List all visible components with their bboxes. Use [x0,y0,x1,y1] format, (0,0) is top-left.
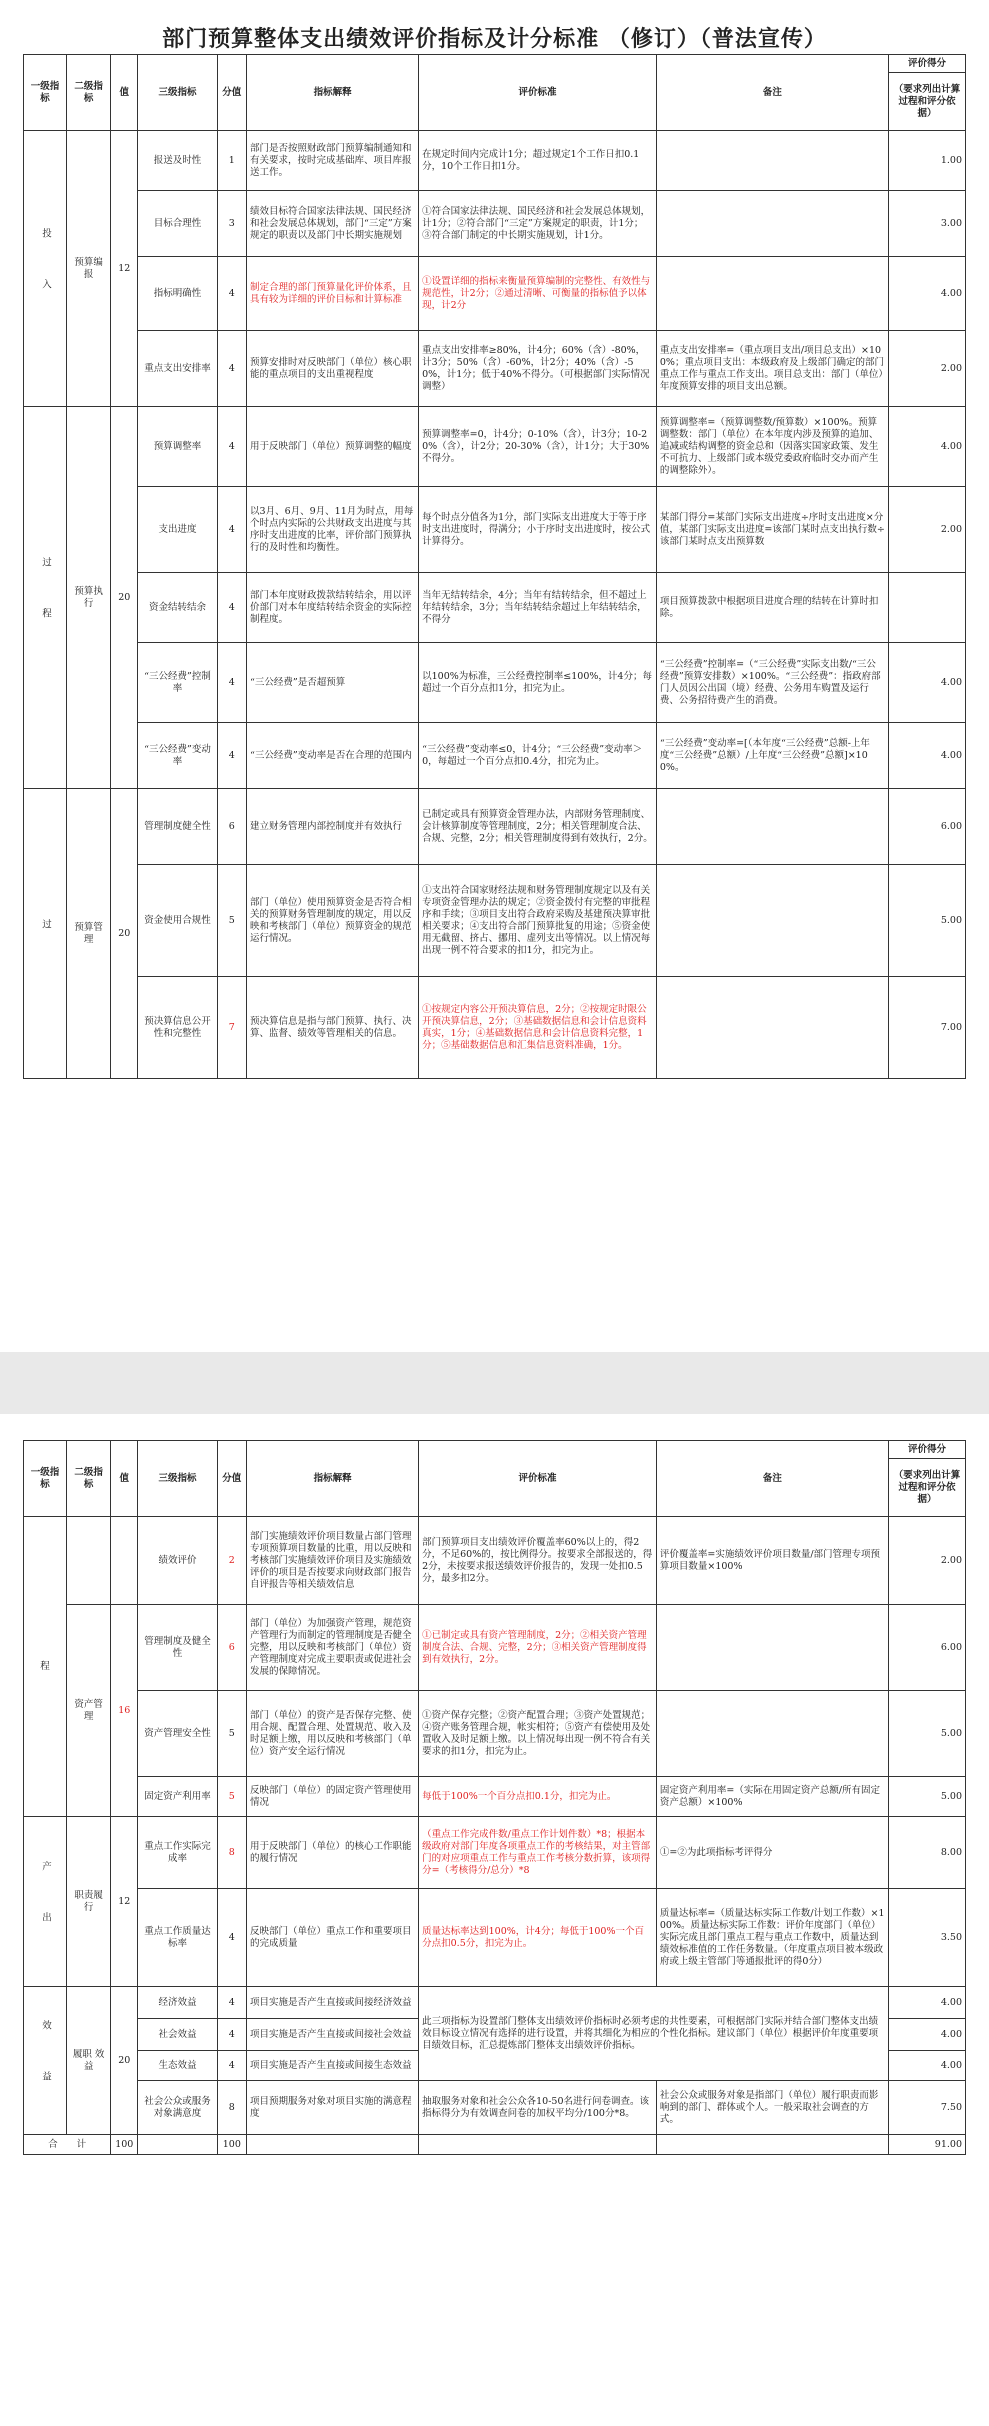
explain-cell: 部门本年度财政拨款结转结余，用以评价部门对本年度结转结余资金的实际控制程度。 [247,573,419,643]
header-criteria: 评价标准 [419,1441,657,1517]
eval-cell: 4.00 [888,1987,965,2019]
header-criteria: 评价标准 [419,55,657,131]
table-row [24,977,966,1079]
score-cell: 6 [217,1605,246,1691]
score-cell: 1 [217,131,246,191]
total-eval: 91.00 [888,2135,965,2155]
header-note: 备注 [656,1441,888,1517]
indicator-table-page-1 [23,54,966,1079]
eval-cell: 2.00 [888,1517,965,1605]
header-note: 备注 [656,55,888,131]
header-score: 分值 [217,1441,246,1517]
score-cell: 5 [217,1691,246,1777]
table-row [24,1889,966,1987]
header-eval-sub: （要求列出计算过程和评分依据） [888,73,965,131]
val-cell: 20 [111,789,138,1079]
table-row [24,2081,966,2135]
note-cell: 预算调整率=（预算调整数/预算数）×100%。预算调整数：部门（单位）在本年度内涉及预算的追加、追减或结构调整的资金总和（因落实国家政策、发生不可抗力、上级部门或本级党委政府临时交办而产生的调整除外）。 [656,407,888,487]
score-cell: 4 [217,407,246,487]
page-gap [0,1352,989,1414]
val-cell: 12 [111,1817,138,1987]
note-cell: 质量达标率=（质量达标实际工作数/计划工作数）×100%。质量达标实际工作数：评价年度部门（单位）实际完成且部门重点工程与重点工作数中，质量达到绩效标准值的工作任务数量。（年度重点项目被本级政府或上级主管部门等通报批评的得0分） [656,1889,888,1987]
score-cell: 4 [217,257,246,331]
note-cell: 评价覆盖率=实施绩效评价项目数量/部门管理专项预算项目数量×100% [656,1517,888,1605]
l3-cell: 管理制度健全性 [138,789,217,865]
header-l1: 一级指标 [24,55,67,131]
explain-cell: 制定合理的部门预算量化评价体系，且具有较为详细的评价目标和计算标准 [247,257,419,331]
explain-cell: 部门（单位）的资产是否保存完整、使用合规、配置合理、处置规范、收入及时足额上缴，用以反映和考核部门（单位）资产安全运行情况 [247,1691,419,1777]
l3-cell: 目标合理性 [138,191,217,257]
note-cell: 固定资产利用率=（实际在用固定资产总额/所有固定资产总额）×100% [656,1777,888,1817]
total-criteria [419,2135,657,2155]
l1-cell: 投 入 [24,131,67,407]
explain-cell: 绩效目标符合国家法律法规、国民经济和社会发展总体规划，部门“三定”方案规定的职责以及部门中长期实施规划 [247,191,419,257]
header-eval-sub: （要求列出计算过程和评分依据） [888,1459,965,1517]
eval-cell: 4.00 [888,723,965,789]
explain-cell: 反映部门（单位）重点工作和重要项目的完成质量 [247,1889,419,1987]
criteria-cell: 部门预算项目支出绩效评价覆盖率60%以上的，得2分，不足60%的，按比例得分。按要求全部报送的，得2分，未按要求报送绩效评价报告的，发现一处扣0.5分，最多扣2分。 [419,1517,657,1605]
criteria-cell: 每低于100%一个百分点扣0.1分，扣完为止。 [419,1777,657,1817]
table-row [24,1517,966,1605]
table-row [24,487,966,573]
table-row [24,1817,966,1889]
l3-cell: 支出进度 [138,487,217,573]
note-cell [656,1691,888,1777]
val-cell [111,1517,138,1605]
score-cell: 4 [217,487,246,573]
header-eval: 评价得分 [888,55,965,73]
eval-cell: 6.00 [888,789,965,865]
criteria-cell: ①已制定或具有资产管理制度，2分；②相关资产管理制度合法、合规、完整，2分；③相关资产管理制度得到有效执行，2分。 [419,1605,657,1691]
l2-cell [67,1517,111,1605]
val-cell: 20 [111,1987,138,2135]
explain-cell: 项目实施是否产生直接或间接经济效益 [247,1987,419,2019]
l3-cell: 生态效益 [138,2051,217,2081]
criteria-cell: （重点工作完成件数/重点工作计划件数）*8；根据本级政府对部门年度各项重点工作的考核结果，对主管部门的对应项重点工作与重点工作考核分数折算，该项得分=（考核得分/总分）*8 [419,1817,657,1889]
indicator-table-page-2 [23,1440,966,2155]
total-note [656,2135,888,2155]
explain-cell: 预算安排时对反映部门（单位）核心职能的重点项目的支出重视程度 [247,331,419,407]
score-cell: 4 [217,1889,246,1987]
l1-cell: 产 出 [24,1817,67,1987]
criteria-cell: 当年无结转结余，4分；当年有结转结余，但不超过上年结转结余，3分；当年结转结余超过上年结转结余，不得分 [419,573,657,643]
eval-cell: 2.00 [888,331,965,407]
eval-cell: 5.00 [888,1691,965,1777]
header-explain: 指标解释 [247,55,419,131]
criteria-cell: ①支出符合国家财经法规和财务管理制度规定以及有关专项资金管理办法的规定；②资金拨付有完整的审批程序和手续；③项目支出符合政府采购及基建预决算审批相关要求；④支出符合部门预算批复的用途；⑤资金使用无截留、挤占、挪用、虚列支出等情况。以上情况每出现一例不符合要求的扣1分，扣完为止。 [419,865,657,977]
table-row [24,643,966,723]
table-row [24,723,966,789]
l3-cell: 绩效评价 [138,1517,217,1605]
explain-cell: “三公经费”变动率是否在合理的范围内 [247,723,419,789]
eval-cell: 6.00 [888,1605,965,1691]
score-cell: 4 [217,331,246,407]
total-explain [247,2135,419,2155]
eval-cell: 7.00 [888,977,965,1079]
l3-cell: 资金结转结余 [138,573,217,643]
note-cell [656,977,888,1079]
document-page-2 [0,1414,989,2426]
criteria-cell: 在规定时间内完成计1分；超过规定1个工作日扣0.1分，10个工作日扣1分。 [419,131,657,191]
l1-cell: 程 [24,1517,67,1817]
criteria-cell: “三公经费”变动率≤0，计4分；“三公经费”变动率＞0，每超过一个百分点扣0.4分，扣完为止。 [419,723,657,789]
score-cell: 8 [217,1817,246,1889]
note-cell: 某部门得分=某部门实际支出进度÷序时支出进度×分值，某部门实际支出进度=该部门某时点支出执行数÷该部门某时点支出预算数 [656,487,888,573]
explain-cell: 部门实施绩效评价项目数量占部门管理专项预算项目数量的比重，用以反映和考核部门实施绩效评价项目及实施绩效评价的项目是否按要求向财政部门报告自评报告等相关绩效信息 [247,1517,419,1605]
total-label: 合 计 [24,2135,111,2155]
l2-cell: 职责履行 [67,1817,111,1987]
table-row [24,131,966,191]
l2-cell: 预算管理 [67,789,111,1079]
l3-cell: 预算调整率 [138,407,217,487]
l3-cell: 社会效益 [138,2019,217,2051]
table-row [24,257,966,331]
l1-cell: 效 益 [24,1987,67,2135]
header-score: 分值 [217,55,246,131]
l3-cell: 重点工作实际完成率 [138,1817,217,1889]
eval-cell: 8.00 [888,1817,965,1889]
score-cell: 2 [217,1517,246,1605]
criteria-cell: ①设置详细的指标来衡量预算编制的完整性、有效性与规范性，计2分；②通过清晰、可衡量的指标值予以体现，计2分 [419,257,657,331]
score-cell: 8 [217,2081,246,2135]
l3-cell: “三公经费”控制率 [138,643,217,723]
score-cell: 4 [217,1987,246,2019]
eval-cell [888,573,965,643]
table-row [24,865,966,977]
score-cell: 4 [217,643,246,723]
total-val: 100 [111,2135,138,2155]
l3-cell: 社会公众或服务对象满意度 [138,2081,217,2135]
score-cell: 5 [217,1777,246,1817]
l3-cell: 报送及时性 [138,131,217,191]
criteria-cell: 重点支出安排率≥80%，计4分；60%（含）-80%，计3分；50%（含）-60%，计2分；40%（含）-50%，计1分；低于40%不得分。（可根据部门实际情况调整） [419,331,657,407]
note-cell: 项目预算拨款中根据项目进度合理的结转在计算时扣除。 [656,573,888,643]
eval-cell: 2.00 [888,487,965,573]
note-cell [656,865,888,977]
l3-cell: 重点工作质量达标率 [138,1889,217,1987]
l2-cell: 履职 效益 [67,1987,111,2135]
explain-cell: 部门（单位）为加强资产管理，规范资产管理行为而制定的管理制度是否健全完整，用以反映和考核部门（单位）资产管理制度对完成主要职责或促进社会发展的保障情况。 [247,1605,419,1691]
explain-cell: 项目预期服务对象对项目实施的满意程度 [247,2081,419,2135]
criteria-cell: ①按规定内容公开预决算信息，2分；②按规定时限公开预决算信息，2分；③基础数据信息和会计信息资料真实，1分；④基础数据信息和会计信息资料完整，1分；⑤基础数据信息和汇集信息资料准确，1分。 [419,977,657,1079]
criteria-cell: 预算调整率=0，计4分；0-10%（含），计3分；10-20%（含），计2分；20-30%（含），计1分；大于30%不得分。 [419,407,657,487]
l1-cell: 过 [24,789,67,1079]
eval-cell: 1.00 [888,131,965,191]
eval-cell: 7.50 [888,2081,965,2135]
criteria-cell: 已制定或具有预算资金管理办法，内部财务管理制度、会计核算制度等管理制度，2分；相关管理制度合法、合规、完整，2分；相关管理制度得到有效执行，2分。 [419,789,657,865]
score-cell: 5 [217,865,246,977]
eval-cell: 4.00 [888,2019,965,2051]
note-cell [656,1605,888,1691]
table-row [24,1605,966,1691]
note-cell: 社会公众或服务对象是指部门（单位）履行职责而影响到的部门、群体或个人。一般采取社会调查的方式。 [656,2081,888,2135]
document-title: 部门预算整体支出绩效评价指标及计分标准 （修订）（普法宣传） [162,26,827,52]
val-cell: 16 [111,1605,138,1817]
explain-cell: 以3月、6月、9月、11月为时点，用每个时点内实际的公共财政支出进度与其序时支出进度的比率，评价部门预算执行的及时性和均衡性。 [247,487,419,573]
table-row [24,331,966,407]
l2-cell: 资产管理 [67,1605,111,1817]
l3-cell: 固定资产利用率 [138,1777,217,1817]
header-l1: 一级指标 [24,1441,67,1517]
note-cell [656,131,888,191]
val-cell: 20 [111,407,138,789]
l2-cell: 预算执行 [67,407,111,789]
note-cell: “三公经费”控制率=（“三公经费”实际支出数/“三公经费”预算安排数）×100%。“三公经费”：指政府部门人员因公出国（境）经费、公务用车购置及运行费、公务招待费产生的消费。 [656,643,888,723]
explain-cell: 项目实施是否产生直接或间接生态效益 [247,2051,419,2081]
explain-cell: 部门是否按照财政部门预算编制通知和有关要求，按时完成基础库、项目库报送工作。 [247,131,419,191]
explain-cell: 建立财务管理内部控制度并有效执行 [247,789,419,865]
header-l3: 三级指标 [138,55,217,131]
explain-cell: 预决算信息是指与部门预算、执行、决算、监督、绩效等管理相关的信息。 [247,977,419,1079]
header-l2: 二级指标 [67,1441,111,1517]
note-cell: ①=②为此项指标考评得分 [656,1817,888,1889]
l3-cell: 资金使用合规性 [138,865,217,977]
l3-cell: 指标明确性 [138,257,217,331]
note-cell: “三公经费”变动率=[（本年度“三公经费”总额-上年度“三公经费”总额）/上年度“三公经费”总额]×100%。 [656,723,888,789]
l2-cell: 预算编报 [67,131,111,407]
criteria-cell: ①资产保存完整；②资产配置合理；③资产处置规范；④资产账务管理合规，帐实相符；⑤资产有偿使用及处置收入及时足额上缴。以上情况每出现一例不符合有关要求的扣1分，扣完为止。 [419,1691,657,1777]
header-val: 值 [111,55,138,131]
score-cell: 6 [217,789,246,865]
l1-cell: 过 程 [24,407,67,789]
score-cell: 4 [217,573,246,643]
table-row [24,191,966,257]
header-explain: 指标解释 [247,1441,419,1517]
table-row [24,789,966,865]
l3-cell: 经济效益 [138,1987,217,2019]
explain-cell: 用于反映部门（单位）的核心工作职能的履行情况 [247,1817,419,1889]
explain-cell: “三公经费”是否超预算 [247,643,419,723]
explain-cell: 反映部门（单位）的固定资产管理使用情况 [247,1777,419,1817]
score-cell: 4 [217,2019,246,2051]
header-l2: 二级指标 [67,55,111,131]
header-l3: 三级指标 [138,1441,217,1517]
criteria-cell: ①符合国家法律法规、国民经济和社会发展总体规划，计1分；②符合部门“三定”方案规定的职责，计1分；③符合部门制定的中长期实施规划，计1分。 [419,191,657,257]
table-row [24,407,966,487]
note-cell [656,789,888,865]
note-cell [656,257,888,331]
eval-cell: 5.00 [888,865,965,977]
l3-cell: “三公经费”变动率 [138,723,217,789]
score-cell: 7 [217,977,246,1079]
criteria-cell: 质量达标率达到100%，计4分；每低于100%一个百分点扣0.5分，扣完为止。 [419,1889,657,1987]
eval-cell: 4.00 [888,257,965,331]
total-row [24,2135,966,2155]
eval-cell: 3.50 [888,1889,965,1987]
l3-cell: 重点支出安排率 [138,331,217,407]
criteria-cell: 抽取服务对象和社会公众各10-50名进行问卷调查。该指标得分为有效调查问卷的加权平均分/100分*8。 [419,2081,657,2135]
score-cell: 4 [217,723,246,789]
criteria-cell: 以100%为标准，三公经费控制率≤100%，计4分；每超过一个百分点扣1分，扣完为止。 [419,643,657,723]
eval-cell: 4.00 [888,407,965,487]
l3-cell: 资产管理安全性 [138,1691,217,1777]
note-cell [656,191,888,257]
header-val: 值 [111,1441,138,1517]
table-row [24,1777,966,1817]
eval-cell: 5.00 [888,1777,965,1817]
eval-cell: 4.00 [888,2051,965,2081]
explain-cell: 项目实施是否产生直接或间接社会效益 [247,2019,419,2051]
total-score: 100 [217,2135,246,2155]
eval-cell: 3.00 [888,191,965,257]
eval-cell: 4.00 [888,643,965,723]
val-cell: 12 [111,131,138,407]
score-cell: 3 [217,191,246,257]
explain-cell: 用于反映部门（单位）预算调整的幅度 [247,407,419,487]
table-row [24,1691,966,1777]
merged-criteria-cell: 此三项指标为设置部门整体支出绩效评价指标时必须考虑的共性要素，可根据部门实际并结合部门整体支出绩效目标设立情况有选择的进行设置，并将其细化为相应的个性化指标。建议部门（单位）根据评价年度重要项目绩效目标，汇总提炼部门整体支出绩效评价指标。 [419,1987,889,2081]
total-l3 [138,2135,217,2155]
l3-cell: 预决算信息公开性和完整性 [138,977,217,1079]
header-eval: 评价得分 [888,1441,965,1459]
note-cell: 重点支出安排率=（重点项目支出/项目总支出）×100%；重点项目支出：本级政府及上级部门确定的部门重点工作与重点工作支出。项目总支出：部门（单位）年度预算安排的项目支出总额。 [656,331,888,407]
table-row [24,1987,966,2019]
l3-cell: 管理制度及健全性 [138,1605,217,1691]
table-row [24,573,966,643]
explain-cell: 部门（单位）使用预算资金是否符合相关的预算财务管理制度的规定，用以反映和考核部门（单位）预算资金的规范运行情况。 [247,865,419,977]
score-cell: 4 [217,2051,246,2081]
criteria-cell: 每个时点分值各为1分，部门实际支出进度大于等于序时支出进度时，得满分；小于序时支出进度时，按公式计算得分。 [419,487,657,573]
